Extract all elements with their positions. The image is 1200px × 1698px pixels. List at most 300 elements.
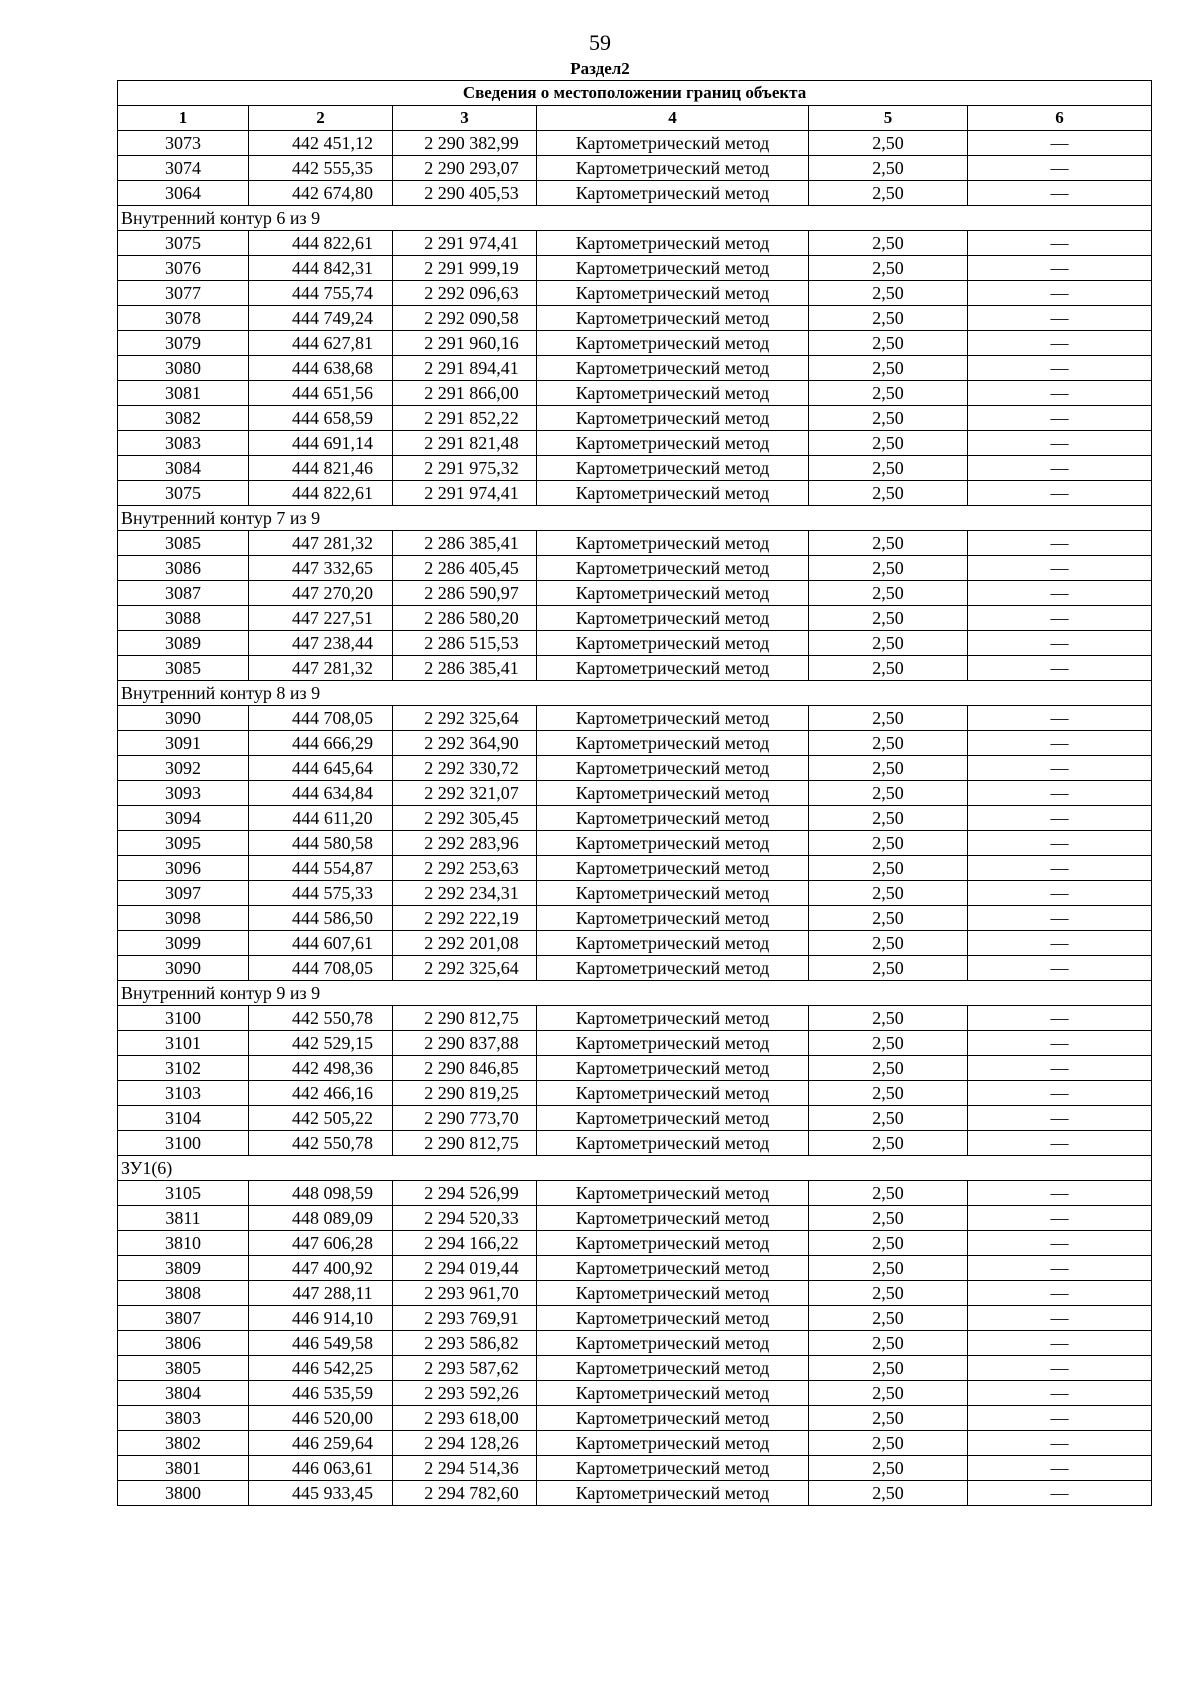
coordinate-y-cell: 2 293 769,91 (393, 1306, 537, 1331)
accuracy-cell: 2,50 (809, 1431, 968, 1456)
point-number-cell: 3801 (118, 1456, 249, 1481)
table-body (118, 81, 1152, 1506)
coordinate-x-cell: 444 708,05 (249, 956, 393, 981)
coordinate-x-cell: 444 651,56 (249, 381, 393, 406)
note-cell: — (968, 1431, 1152, 1456)
accuracy-cell: 2,50 (809, 1231, 968, 1256)
coordinate-y-cell: 2 290 405,53 (393, 181, 537, 206)
coordinate-y-cell: 2 292 222,19 (393, 906, 537, 931)
table-row (118, 1356, 1152, 1381)
coordinate-x-cell: 442 505,22 (249, 1106, 393, 1131)
contour-group-row (118, 206, 1152, 231)
accuracy-cell: 2,50 (809, 631, 968, 656)
coordinate-y-cell: 2 286 385,41 (393, 531, 537, 556)
accuracy-cell: 2,50 (809, 1456, 968, 1481)
column-header: 3 (393, 106, 537, 131)
accuracy-cell: 2,50 (809, 331, 968, 356)
table-row (118, 1431, 1152, 1456)
note-cell: — (968, 1356, 1152, 1381)
coordinate-x-cell: 447 288,11 (249, 1281, 393, 1306)
coordinate-y-cell: 2 294 526,99 (393, 1181, 537, 1206)
point-number-cell: 3083 (118, 431, 249, 456)
note-cell: — (968, 1106, 1152, 1131)
method-cell: Картометрический метод (537, 806, 809, 831)
note-cell: — (968, 631, 1152, 656)
table-row (118, 1281, 1152, 1306)
point-number-cell: 3087 (118, 581, 249, 606)
contour-group-row (118, 681, 1152, 706)
point-number-cell: 3092 (118, 756, 249, 781)
coordinate-x-cell: 447 400,92 (249, 1256, 393, 1281)
table-row (118, 781, 1152, 806)
point-number-cell: 3809 (118, 1256, 249, 1281)
table-row (118, 1181, 1152, 1206)
coordinate-y-cell: 2 291 975,32 (393, 456, 537, 481)
coordinate-y-cell: 2 293 618,00 (393, 1406, 537, 1431)
accuracy-cell: 2,50 (809, 906, 968, 931)
note-cell: — (968, 656, 1152, 681)
method-cell: Картометрический метод (537, 881, 809, 906)
contour-group-title: Внутренний контур 9 из 9 (118, 981, 1152, 1006)
point-number-cell: 3076 (118, 256, 249, 281)
column-header: 4 (537, 106, 809, 131)
coordinate-x-cell: 444 607,61 (249, 931, 393, 956)
method-cell: Картометрический метод (537, 1331, 809, 1356)
point-number-cell: 3805 (118, 1356, 249, 1381)
method-cell: Картометрический метод (537, 306, 809, 331)
coordinate-x-cell: 448 098,59 (249, 1181, 393, 1206)
note-cell: — (968, 581, 1152, 606)
method-cell: Картометрический метод (537, 781, 809, 806)
note-cell: — (968, 881, 1152, 906)
point-number-cell: 3090 (118, 956, 249, 981)
note-cell: — (968, 1031, 1152, 1056)
accuracy-cell: 2,50 (809, 131, 968, 156)
coordinate-x-cell: 444 645,64 (249, 756, 393, 781)
point-number-cell: 3095 (118, 831, 249, 856)
note-cell: — (968, 806, 1152, 831)
note-cell: — (968, 1131, 1152, 1156)
coordinate-y-cell: 2 293 586,82 (393, 1331, 537, 1356)
table-row (118, 231, 1152, 256)
accuracy-cell: 2,50 (809, 531, 968, 556)
table-row (118, 1456, 1152, 1481)
coordinate-x-cell: 444 691,14 (249, 431, 393, 456)
coordinate-y-cell: 2 292 234,31 (393, 881, 537, 906)
table-row (118, 306, 1152, 331)
table-caption-row (118, 81, 1152, 106)
coordinate-x-cell: 444 708,05 (249, 706, 393, 731)
table-row (118, 281, 1152, 306)
method-cell: Картометрический метод (537, 1206, 809, 1231)
table-row (118, 1131, 1152, 1156)
coordinate-x-cell: 444 575,33 (249, 881, 393, 906)
table-row (118, 1006, 1152, 1031)
accuracy-cell: 2,50 (809, 1356, 968, 1381)
note-cell: — (968, 131, 1152, 156)
method-cell: Картометрический метод (537, 1231, 809, 1256)
accuracy-cell: 2,50 (809, 1106, 968, 1131)
coordinate-x-cell: 447 281,32 (249, 656, 393, 681)
accuracy-cell: 2,50 (809, 381, 968, 406)
coordinate-y-cell: 2 294 166,22 (393, 1231, 537, 1256)
coordinate-x-cell: 442 555,35 (249, 156, 393, 181)
coordinate-y-cell: 2 292 090,58 (393, 306, 537, 331)
point-number-cell: 3078 (118, 306, 249, 331)
coordinate-x-cell: 444 749,24 (249, 306, 393, 331)
method-cell: Картометрический метод (537, 456, 809, 481)
coordinate-y-cell: 2 290 773,70 (393, 1106, 537, 1131)
method-cell: Картометрический метод (537, 131, 809, 156)
accuracy-cell: 2,50 (809, 606, 968, 631)
point-number-cell: 3079 (118, 331, 249, 356)
table-row (118, 756, 1152, 781)
table-row (118, 1056, 1152, 1081)
note-cell: — (968, 481, 1152, 506)
accuracy-cell: 2,50 (809, 956, 968, 981)
note-cell: — (968, 856, 1152, 881)
coordinate-y-cell: 2 290 846,85 (393, 1056, 537, 1081)
coordinate-x-cell: 448 089,09 (249, 1206, 393, 1231)
coordinate-y-cell: 2 286 580,20 (393, 606, 537, 631)
accuracy-cell: 2,50 (809, 1256, 968, 1281)
method-cell: Картометрический метод (537, 481, 809, 506)
coordinate-y-cell: 2 292 096,63 (393, 281, 537, 306)
table-row (118, 556, 1152, 581)
coordinate-x-cell: 444 755,74 (249, 281, 393, 306)
accuracy-cell: 2,50 (809, 481, 968, 506)
contour-group-row (118, 1156, 1152, 1181)
point-number-cell: 3074 (118, 156, 249, 181)
accuracy-cell: 2,50 (809, 1031, 968, 1056)
table-row (118, 381, 1152, 406)
accuracy-cell: 2,50 (809, 1006, 968, 1031)
note-cell: — (968, 331, 1152, 356)
method-cell: Картометрический метод (537, 1481, 809, 1506)
table-row (118, 406, 1152, 431)
coordinate-y-cell: 2 286 515,53 (393, 631, 537, 656)
note-cell: — (968, 1231, 1152, 1256)
coordinate-y-cell: 2 290 812,75 (393, 1006, 537, 1031)
note-cell: — (968, 356, 1152, 381)
coordinate-x-cell: 444 638,68 (249, 356, 393, 381)
point-number-cell: 3097 (118, 881, 249, 906)
point-number-cell: 3077 (118, 281, 249, 306)
coordinate-x-cell: 444 586,50 (249, 906, 393, 931)
accuracy-cell: 2,50 (809, 556, 968, 581)
table-row (118, 706, 1152, 731)
note-cell: — (968, 1331, 1152, 1356)
table-row (118, 1306, 1152, 1331)
point-number-cell: 3088 (118, 606, 249, 631)
table-row (118, 931, 1152, 956)
point-number-cell: 3100 (118, 1006, 249, 1031)
table-row (118, 906, 1152, 931)
accuracy-cell: 2,50 (809, 456, 968, 481)
coordinate-x-cell: 446 549,58 (249, 1331, 393, 1356)
table-row (118, 856, 1152, 881)
contour-group-title: Внутренний контур 8 из 9 (118, 681, 1152, 706)
accuracy-cell: 2,50 (809, 881, 968, 906)
coordinate-x-cell: 447 270,20 (249, 581, 393, 606)
point-number-cell: 3090 (118, 706, 249, 731)
note-cell: — (968, 1281, 1152, 1306)
table-row (118, 1231, 1152, 1256)
method-cell: Картометрический метод (537, 656, 809, 681)
note-cell: — (968, 156, 1152, 181)
coordinate-x-cell: 447 606,28 (249, 1231, 393, 1256)
table-row (118, 1081, 1152, 1106)
point-number-cell: 3099 (118, 931, 249, 956)
point-number-cell: 3064 (118, 181, 249, 206)
method-cell: Картометрический метод (537, 1081, 809, 1106)
table-row (118, 1406, 1152, 1431)
column-header: 2 (249, 106, 393, 131)
coordinate-x-cell: 444 554,87 (249, 856, 393, 881)
note-cell: — (968, 556, 1152, 581)
coordinate-x-cell: 444 658,59 (249, 406, 393, 431)
column-header: 5 (809, 106, 968, 131)
accuracy-cell: 2,50 (809, 1206, 968, 1231)
coordinate-y-cell: 2 294 520,33 (393, 1206, 537, 1231)
point-number-cell: 3811 (118, 1206, 249, 1231)
coordinate-y-cell: 2 292 364,90 (393, 731, 537, 756)
table-row (118, 606, 1152, 631)
accuracy-cell: 2,50 (809, 1181, 968, 1206)
coordinate-y-cell: 2 290 812,75 (393, 1131, 537, 1156)
coordinate-y-cell: 2 291 960,16 (393, 331, 537, 356)
coordinate-x-cell: 446 914,10 (249, 1306, 393, 1331)
coordinate-y-cell: 2 294 514,36 (393, 1456, 537, 1481)
point-number-cell: 3103 (118, 1081, 249, 1106)
table-row (118, 356, 1152, 381)
accuracy-cell: 2,50 (809, 931, 968, 956)
point-number-cell: 3101 (118, 1031, 249, 1056)
method-cell: Картометрический метод (537, 906, 809, 931)
coordinate-y-cell: 2 290 837,88 (393, 1031, 537, 1056)
method-cell: Картометрический метод (537, 1181, 809, 1206)
accuracy-cell: 2,50 (809, 406, 968, 431)
note-cell: — (968, 256, 1152, 281)
note-cell: — (968, 906, 1152, 931)
note-cell: — (968, 1056, 1152, 1081)
coordinate-y-cell: 2 290 819,25 (393, 1081, 537, 1106)
accuracy-cell: 2,50 (809, 731, 968, 756)
table-row (118, 631, 1152, 656)
method-cell: Картометрический метод (537, 1056, 809, 1081)
method-cell: Картометрический метод (537, 1281, 809, 1306)
accuracy-cell: 2,50 (809, 356, 968, 381)
table-row (118, 956, 1152, 981)
coordinate-y-cell: 2 292 253,63 (393, 856, 537, 881)
note-cell: — (968, 1481, 1152, 1506)
note-cell: — (968, 281, 1152, 306)
note-cell: — (968, 756, 1152, 781)
point-number-cell: 3105 (118, 1181, 249, 1206)
point-number-cell: 3803 (118, 1406, 249, 1431)
method-cell: Картометрический метод (537, 856, 809, 881)
method-cell: Картометрический метод (537, 1131, 809, 1156)
coordinate-x-cell: 442 451,12 (249, 131, 393, 156)
contour-group-row (118, 981, 1152, 1006)
table-row (118, 731, 1152, 756)
coordinate-y-cell: 2 292 330,72 (393, 756, 537, 781)
coordinate-y-cell: 2 290 293,07 (393, 156, 537, 181)
method-cell: Картометрический метод (537, 956, 809, 981)
accuracy-cell: 2,50 (809, 1131, 968, 1156)
method-cell: Картометрический метод (537, 581, 809, 606)
method-cell: Картометрический метод (537, 731, 809, 756)
accuracy-cell: 2,50 (809, 1306, 968, 1331)
accuracy-cell: 2,50 (809, 1081, 968, 1106)
point-number-cell: 3810 (118, 1231, 249, 1256)
note-cell: — (968, 1081, 1152, 1106)
accuracy-cell: 2,50 (809, 831, 968, 856)
table-row (118, 881, 1152, 906)
method-cell: Картометрический метод (537, 931, 809, 956)
coordinate-x-cell: 447 238,44 (249, 631, 393, 656)
coordinate-y-cell: 2 291 974,41 (393, 231, 537, 256)
method-cell: Картометрический метод (537, 531, 809, 556)
note-cell: — (968, 1456, 1152, 1481)
method-cell: Картометрический метод (537, 1406, 809, 1431)
note-cell: — (968, 731, 1152, 756)
accuracy-cell: 2,50 (809, 756, 968, 781)
coordinate-y-cell: 2 286 405,45 (393, 556, 537, 581)
table-row (118, 1256, 1152, 1281)
table-row (118, 131, 1152, 156)
point-number-cell: 3073 (118, 131, 249, 156)
note-cell: — (968, 431, 1152, 456)
note-cell: — (968, 831, 1152, 856)
coordinate-y-cell: 2 293 592,26 (393, 1381, 537, 1406)
method-cell: Картометрический метод (537, 831, 809, 856)
coordinate-y-cell: 2 291 852,22 (393, 406, 537, 431)
table-row (118, 481, 1152, 506)
method-cell: Картометрический метод (537, 1306, 809, 1331)
accuracy-cell: 2,50 (809, 806, 968, 831)
accuracy-cell: 2,50 (809, 1381, 968, 1406)
point-number-cell: 3085 (118, 656, 249, 681)
coordinate-y-cell: 2 286 385,41 (393, 656, 537, 681)
coordinate-x-cell: 444 627,81 (249, 331, 393, 356)
contour-group-title: Внутренний контур 6 из 9 (118, 206, 1152, 231)
method-cell: Картометрический метод (537, 1031, 809, 1056)
point-number-cell: 3808 (118, 1281, 249, 1306)
coordinate-x-cell: 446 542,25 (249, 1356, 393, 1381)
method-cell: Картометрический метод (537, 556, 809, 581)
note-cell: — (968, 306, 1152, 331)
note-cell: — (968, 1381, 1152, 1406)
table-row (118, 331, 1152, 356)
point-number-cell: 3086 (118, 556, 249, 581)
method-cell: Картометрический метод (537, 231, 809, 256)
table-row (118, 181, 1152, 206)
coordinate-x-cell: 444 822,61 (249, 231, 393, 256)
point-number-cell: 3806 (118, 1331, 249, 1356)
table-caption: Сведения о местоположении границ объекта (118, 81, 1152, 106)
note-cell: — (968, 1181, 1152, 1206)
point-number-cell: 3804 (118, 1381, 249, 1406)
note-cell: — (968, 1006, 1152, 1031)
note-cell: — (968, 931, 1152, 956)
method-cell: Картометрический метод (537, 1106, 809, 1131)
coordinate-y-cell: 2 294 128,26 (393, 1431, 537, 1456)
method-cell: Картометрический метод (537, 331, 809, 356)
contour-group-title: ЗУ1(6) (118, 1156, 1152, 1181)
accuracy-cell: 2,50 (809, 281, 968, 306)
page-number: 59 (589, 30, 611, 55)
coordinate-y-cell: 2 290 382,99 (393, 131, 537, 156)
coordinate-x-cell: 442 550,78 (249, 1006, 393, 1031)
coordinate-x-cell: 442 674,80 (249, 181, 393, 206)
point-number-cell: 3096 (118, 856, 249, 881)
coordinate-y-cell: 2 292 321,07 (393, 781, 537, 806)
table-row (118, 656, 1152, 681)
coordinate-x-cell: 445 933,45 (249, 1481, 393, 1506)
accuracy-cell: 2,50 (809, 656, 968, 681)
point-number-cell: 3104 (118, 1106, 249, 1131)
section-title: Раздел2 (570, 59, 630, 78)
point-number-cell: 3075 (118, 231, 249, 256)
table-row (118, 831, 1152, 856)
table-row (118, 156, 1152, 181)
method-cell: Картометрический метод (537, 406, 809, 431)
accuracy-cell: 2,50 (809, 1331, 968, 1356)
note-cell: — (968, 706, 1152, 731)
coordinate-x-cell: 446 063,61 (249, 1456, 393, 1481)
accuracy-cell: 2,50 (809, 1056, 968, 1081)
note-cell: — (968, 781, 1152, 806)
point-number-cell: 3802 (118, 1431, 249, 1456)
method-cell: Картометрический метод (537, 1256, 809, 1281)
table-row (118, 531, 1152, 556)
contour-group-title: Внутренний контур 7 из 9 (118, 506, 1152, 531)
point-number-cell: 3075 (118, 481, 249, 506)
coordinate-x-cell: 444 634,84 (249, 781, 393, 806)
method-cell: Картометрический метод (537, 1381, 809, 1406)
coordinate-y-cell: 2 294 782,60 (393, 1481, 537, 1506)
coordinate-y-cell: 2 293 961,70 (393, 1281, 537, 1306)
point-number-cell: 3081 (118, 381, 249, 406)
method-cell: Картометрический метод (537, 631, 809, 656)
point-number-cell: 3084 (118, 456, 249, 481)
coordinate-x-cell: 442 466,16 (249, 1081, 393, 1106)
coordinate-x-cell: 444 822,61 (249, 481, 393, 506)
accuracy-cell: 2,50 (809, 1481, 968, 1506)
coordinate-y-cell: 2 292 201,08 (393, 931, 537, 956)
note-cell: — (968, 531, 1152, 556)
accuracy-cell: 2,50 (809, 706, 968, 731)
point-number-cell: 3807 (118, 1306, 249, 1331)
method-cell: Картометрический метод (537, 181, 809, 206)
method-cell: Картометрический метод (537, 1006, 809, 1031)
coordinate-y-cell: 2 292 305,45 (393, 806, 537, 831)
method-cell: Картометрический метод (537, 1456, 809, 1481)
point-number-cell: 3800 (118, 1481, 249, 1506)
coordinate-y-cell: 2 292 283,96 (393, 831, 537, 856)
coordinate-y-cell: 2 291 866,00 (393, 381, 537, 406)
point-number-cell: 3093 (118, 781, 249, 806)
method-cell: Картометрический метод (537, 381, 809, 406)
note-cell: — (968, 181, 1152, 206)
note-cell: — (968, 956, 1152, 981)
point-number-cell: 3094 (118, 806, 249, 831)
coordinate-y-cell: 2 293 587,62 (393, 1356, 537, 1381)
boundary-table (117, 80, 1152, 1506)
accuracy-cell: 2,50 (809, 306, 968, 331)
column-header: 1 (118, 106, 249, 131)
